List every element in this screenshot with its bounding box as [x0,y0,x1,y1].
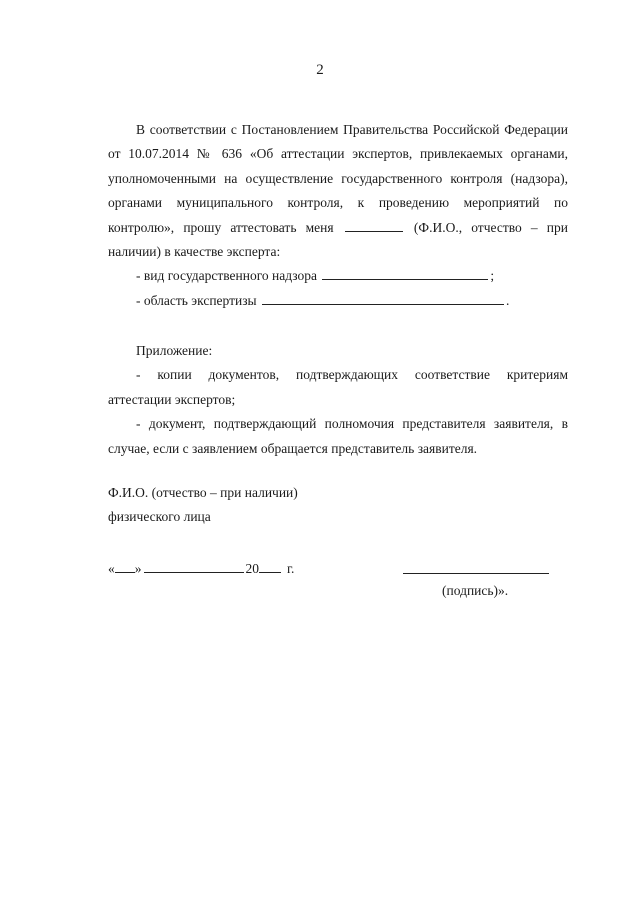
expertise-blank-line[interactable] [262,290,504,305]
intro-line: уполномоченными на осуществление государственного контроля (надзора), [108,170,568,186]
signature-blank-line[interactable] [403,573,549,574]
quote-close: » [134,561,142,576]
attachment-item: аттестации экспертов; [108,391,236,407]
supervision-blank-line[interactable] [322,265,488,280]
attachments-title: Приложение: [136,343,213,358]
attachment-item: - копии документов, подтверждающих соответствие критериям [136,367,568,383]
intro-line: В соответствии с Постановлением Правительства Российской Федерации [136,122,568,137]
supervision-field [108,264,568,288]
quote-open: « [108,561,115,576]
signature-block [108,481,568,530]
page-number: 2 [316,62,324,78]
intro-line: наличии) в качестве эксперта: [108,244,281,260]
attachments-section [108,339,568,461]
intro-text: контролю», прошу аттестовать меня [108,219,334,235]
intro-line-name [108,216,568,240]
fio-label: Ф.И.О. (отчество – при наличии) [108,485,298,500]
intro-text: (Ф.И.О., отчество – при [413,219,569,235]
day-blank-line[interactable] [115,558,135,573]
attachment-item: случае, если с заявлением обращается представитель заявителя. [108,440,478,456]
punctuation: ; [490,268,495,284]
attachment-item: - документ, подтверждающий полномочия представителя заявителя, в [136,416,568,432]
signature-label: (подпись)». [442,583,509,598]
year-prefix: 20 [245,561,259,576]
expertise-label: - область экспертизы [136,292,257,308]
supervision-label: - вид государственного надзора [136,268,318,284]
person-label: физического лица [108,509,211,525]
application-intro [108,118,568,313]
year-blank-line[interactable] [259,558,281,573]
intro-line: от 10.07.2014 № 636 «Об аттестации экспертов, привлекаемых органами, [108,146,568,162]
year-suffix: г. [287,561,295,576]
date-row [108,558,294,577]
expertise-field [108,289,568,313]
month-blank-line[interactable] [144,558,244,573]
name-blank-line[interactable] [345,217,403,232]
intro-line: органами муниципального контроля, к проведению мероприятий по [108,195,568,211]
punctuation: . [506,292,510,308]
